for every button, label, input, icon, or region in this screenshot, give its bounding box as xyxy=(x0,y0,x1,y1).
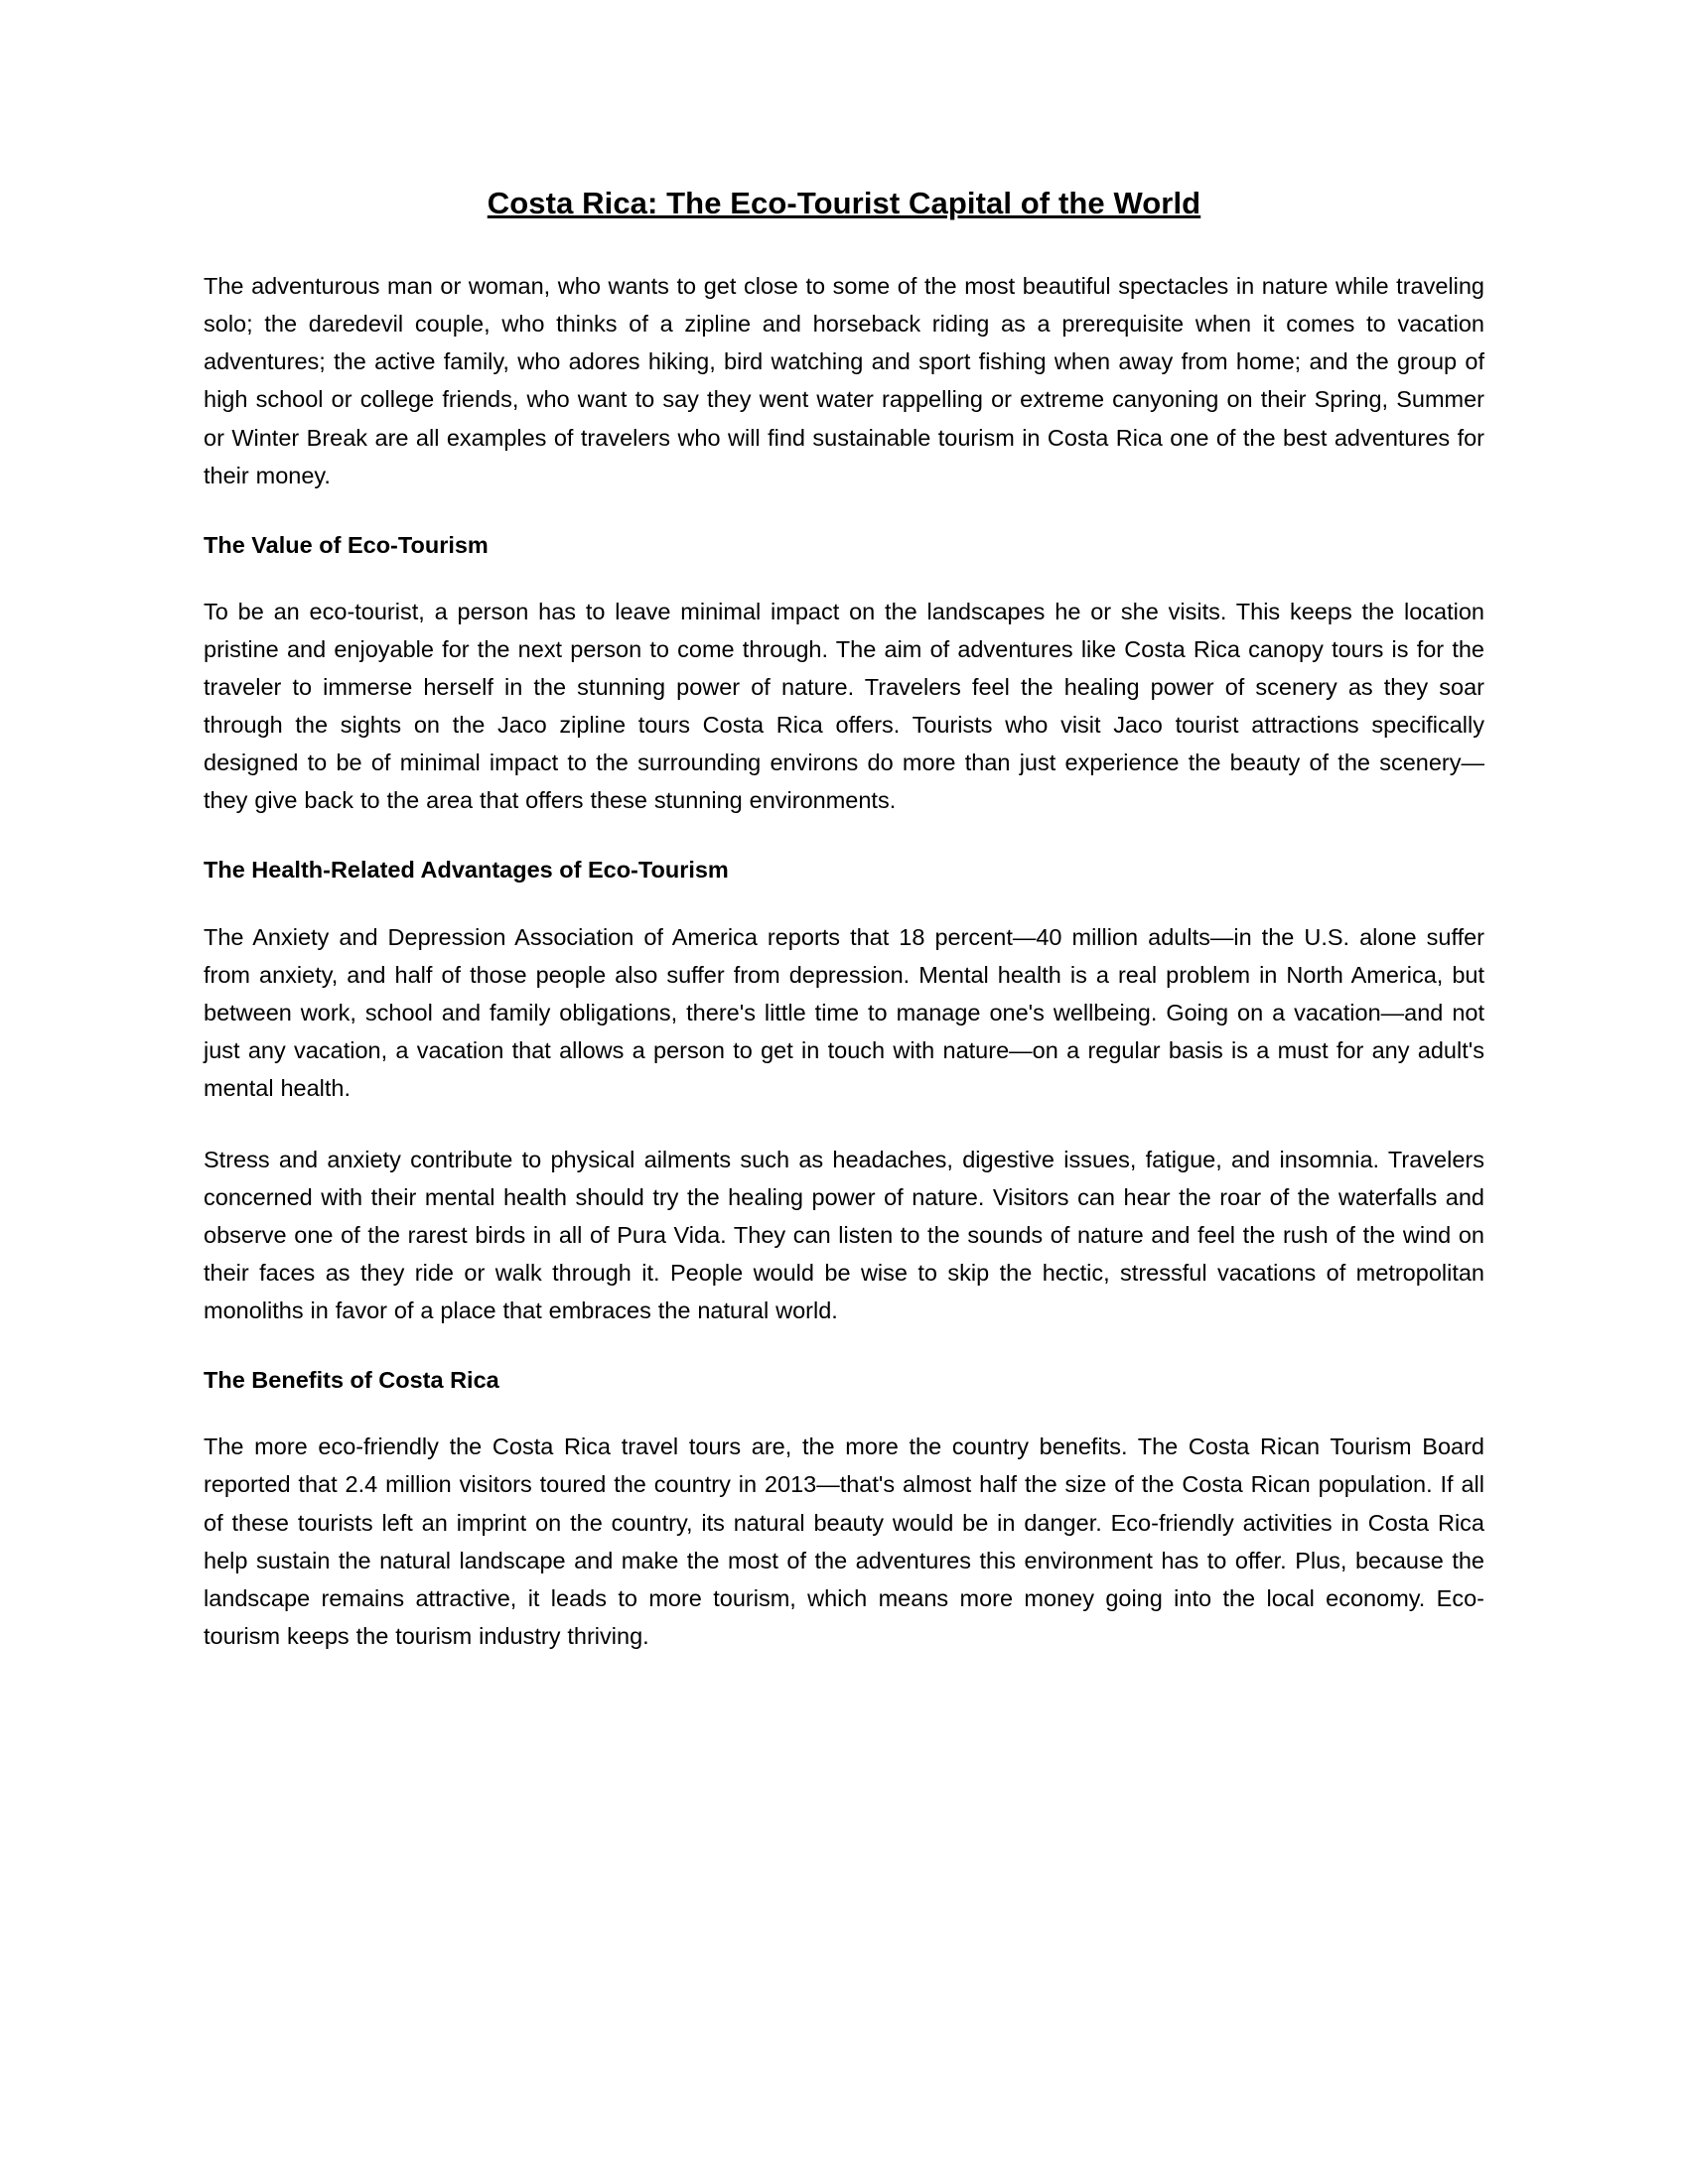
paragraph: To be an eco-tourist, a person has to leave minimal impact on the landscapes he or she visits. This keeps the location pristine and enjoyable for the next person to come through. The aim of adventures like Costa Rica canopy tours is for the traveler to immerse herself in the stunning power of nature. Travelers feel the healing power of scenery as they soar through the sights on the Jaco zipline tours Costa Rica offers. Tourists who visit Jaco tourist attractions specifically designed to be of minimal impact to the surrounding environs do more than just experience the beauty of the scenery—they give back to the area that offers these stunning environments. xyxy=(204,598,1484,814)
section-heading-value-of-eco-tourism: The Value of Eco-Tourism xyxy=(204,531,489,558)
paragraph: The more eco-friendly the Costa Rica travel tours are, the more the country benefits. The Costa Rican Tourism Board reported that 2.4 million visitors toured the country in 2013—that's almost half the size of the Costa Rican population. If all of these tourists left an imprint on the country, its natural beauty would be in danger. Eco-friendly activities in Costa Rica help sustain the natural landscape and make the most of the adventures this environment has to offer. Plus, because the landscape remains attractive, it leads to more tourism, which means more money going into the local economy. Eco-tourism keeps the tourism industry thriving. xyxy=(204,1433,1484,1649)
section-heading-health-related-advantages: The Health-Related Advantages of Eco-Tourism xyxy=(204,857,729,884)
paragraph: The adventurous man or woman, who wants to get close to some of the most beautiful spectacles in nature while traveling solo; the daredevil couple, who thinks of a zipline and horseback riding as a prerequisite when it comes to vacation adventures; the active family, who adores hiking, bird watching and sport fishing when away from home; and the group of high school or college friends, who want to say they went water rappelling or extreme canyoning on their Spring, Summer or Winter Break are all examples of travelers who will find sustainable tourism in Costa Rica one of the best adventures for their money. xyxy=(204,273,1484,488)
section-heading-benefits-of-costa-rica: The Benefits of Costa Rica xyxy=(204,1367,499,1394)
page-bottom-spacer xyxy=(204,1689,1484,1728)
paragraph: Stress and anxiety contribute to physical ailments such as headaches, digestive issues, fatigue, and insomnia. Travelers concerned with their mental health should try the healing power of nature. Visitors can hear the roar of the waterfalls and observe one of the rarest birds in all of Pura Vida. They can listen to the sounds of nature and feel the rush of the wind on their faces as they ride or walk through it. People would be wise to skip the hectic, stressful vacations of metropolitan monoliths in favor of a place that embraces the natural world. xyxy=(204,1146,1484,1324)
page-title: Costa Rica: The Eco-Tourist Capital of the World xyxy=(487,186,1201,220)
paragraph: The Anxiety and Depression Association of America reports that 18 percent—40 million adults—in the U.S. alone suffer from anxiety, and half of those people also suffer from depression. Mental health is a real problem in North America, but between work, school and family obligations, there's little time to manage one's wellbeing. Going on a vacation—and not just any vacation, a vacation that allows a person to get in touch with nature—on a regular basis is a must for any adult's mental health. xyxy=(204,923,1484,1101)
